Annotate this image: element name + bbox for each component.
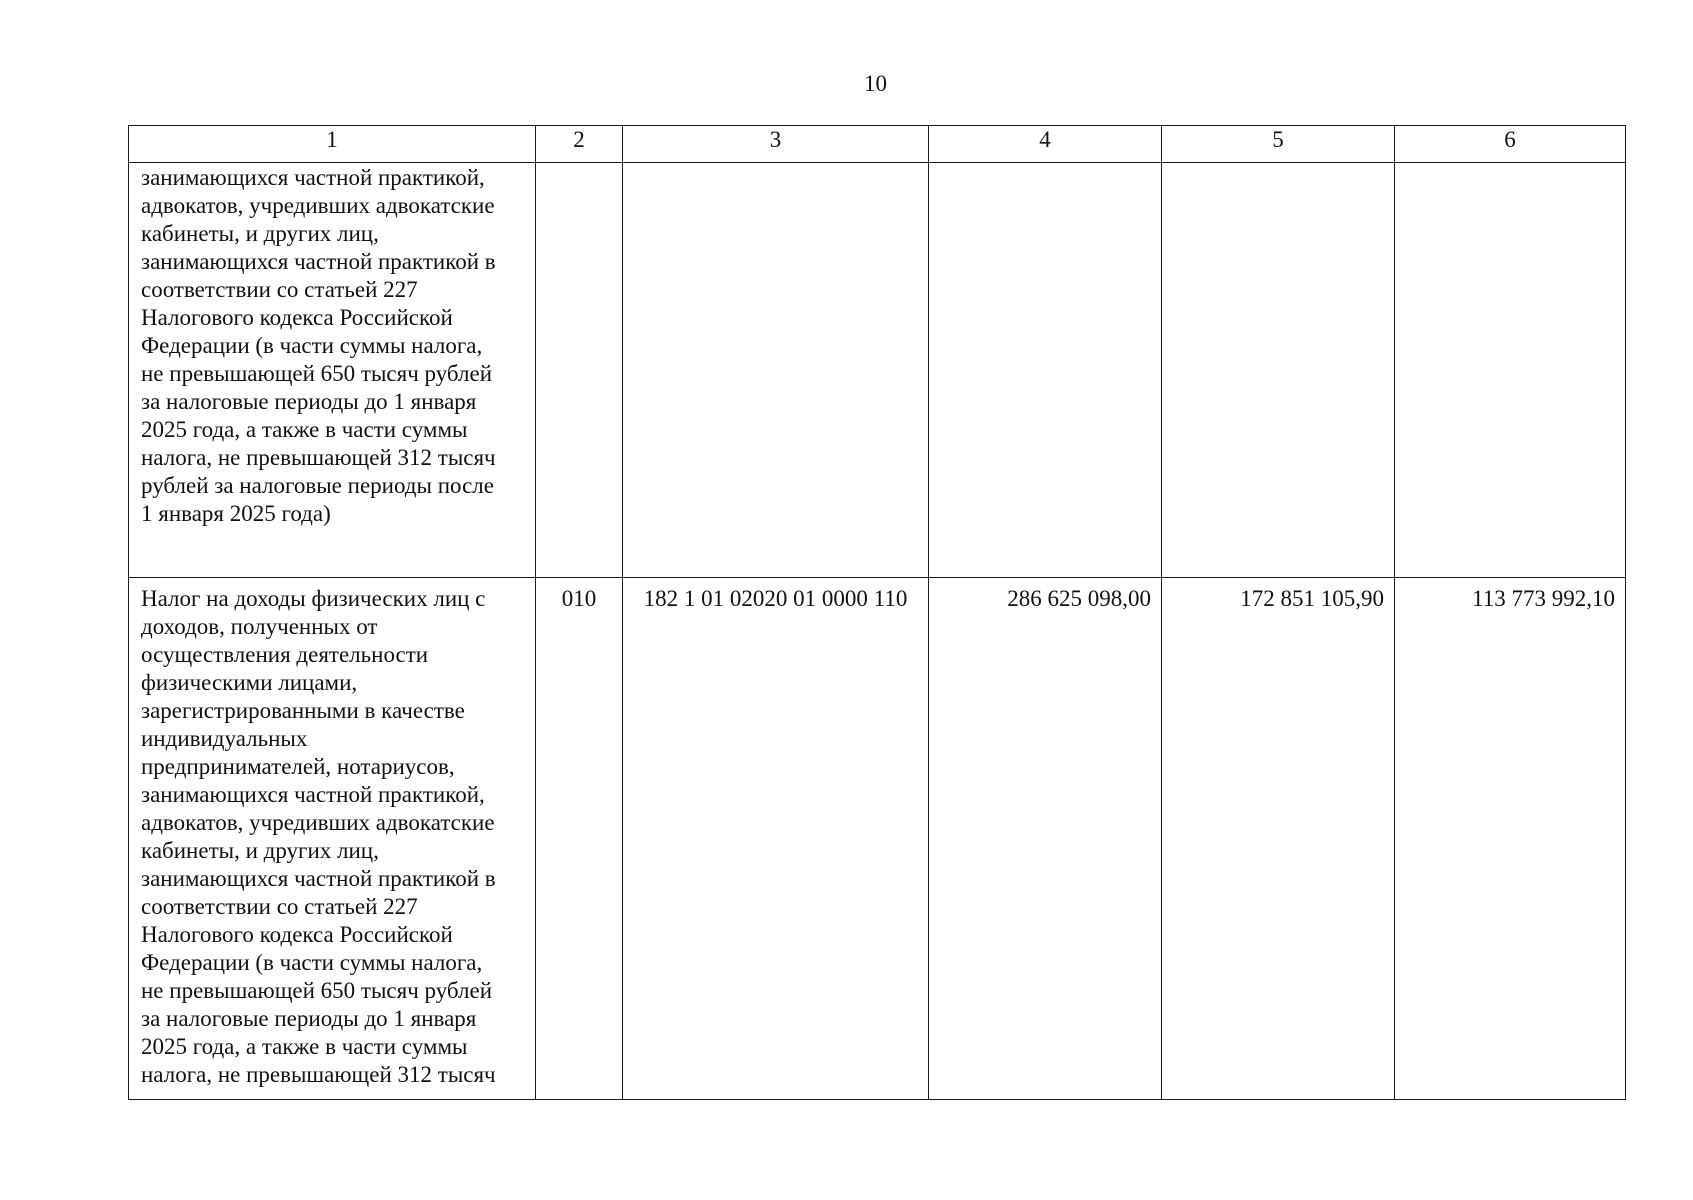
column-header-6: 6 <box>1395 126 1626 163</box>
row-col4-value: 286 625 098,00 <box>929 578 1162 1100</box>
column-header-1: 1 <box>129 126 536 163</box>
page-number: 10 <box>864 71 887 96</box>
column-header-2: 2 <box>536 126 623 163</box>
column-header-3: 3 <box>623 126 929 163</box>
row-description: занимающихся частной практикой, адвокатов, учредивших адвокатские кабинеты, и других лиц, занимающихся частной практикой в соответствии со статьей 227 Налогового кодекса Российской Федерации (в части суммы налога, не превышающей 650 тысяч рублей за налоговые периоды до 1 января 2025 года, а также в части суммы налога, не превышающей 312 тысяч рублей за налоговые периоды после 1 января 2025 года) <box>129 163 536 578</box>
row-income-code <box>623 163 929 578</box>
row-line-code: 010 <box>536 578 623 1100</box>
row-income-code: 182 1 01 02020 01 0000 110 <box>623 578 929 1100</box>
report-table <box>128 125 1626 1100</box>
table-row <box>129 163 1626 578</box>
row-description: Налог на доходы физических лиц с доходов, полученных от осуществления деятельности физическими лицами, зарегистрированными в качестве индивидуальных предпринимателей, нотариусов, занимающихся частной практикой, адвокатов, учредивших адвокатские кабинеты, и других лиц, занимающихся частной практикой в соответствии со статьей 227 Налогового кодекса Российской Федерации (в части суммы налога, не превышающей 650 тысяч рублей за налоговые периоды до 1 января 2025 года, а также в части суммы налога, не превышающей 312 тысяч <box>129 578 536 1100</box>
table-row <box>129 578 1626 1100</box>
row-col4-value <box>929 163 1162 578</box>
column-header-5: 5 <box>1162 126 1395 163</box>
table-header-row <box>129 126 1626 163</box>
row-line-code <box>536 163 623 578</box>
row-col5-value <box>1162 163 1395 578</box>
row-col6-value: 113 773 992,10 <box>1395 578 1626 1100</box>
row-col6-value <box>1395 163 1626 578</box>
row-col5-value: 172 851 105,90 <box>1162 578 1395 1100</box>
column-header-4: 4 <box>929 126 1162 163</box>
